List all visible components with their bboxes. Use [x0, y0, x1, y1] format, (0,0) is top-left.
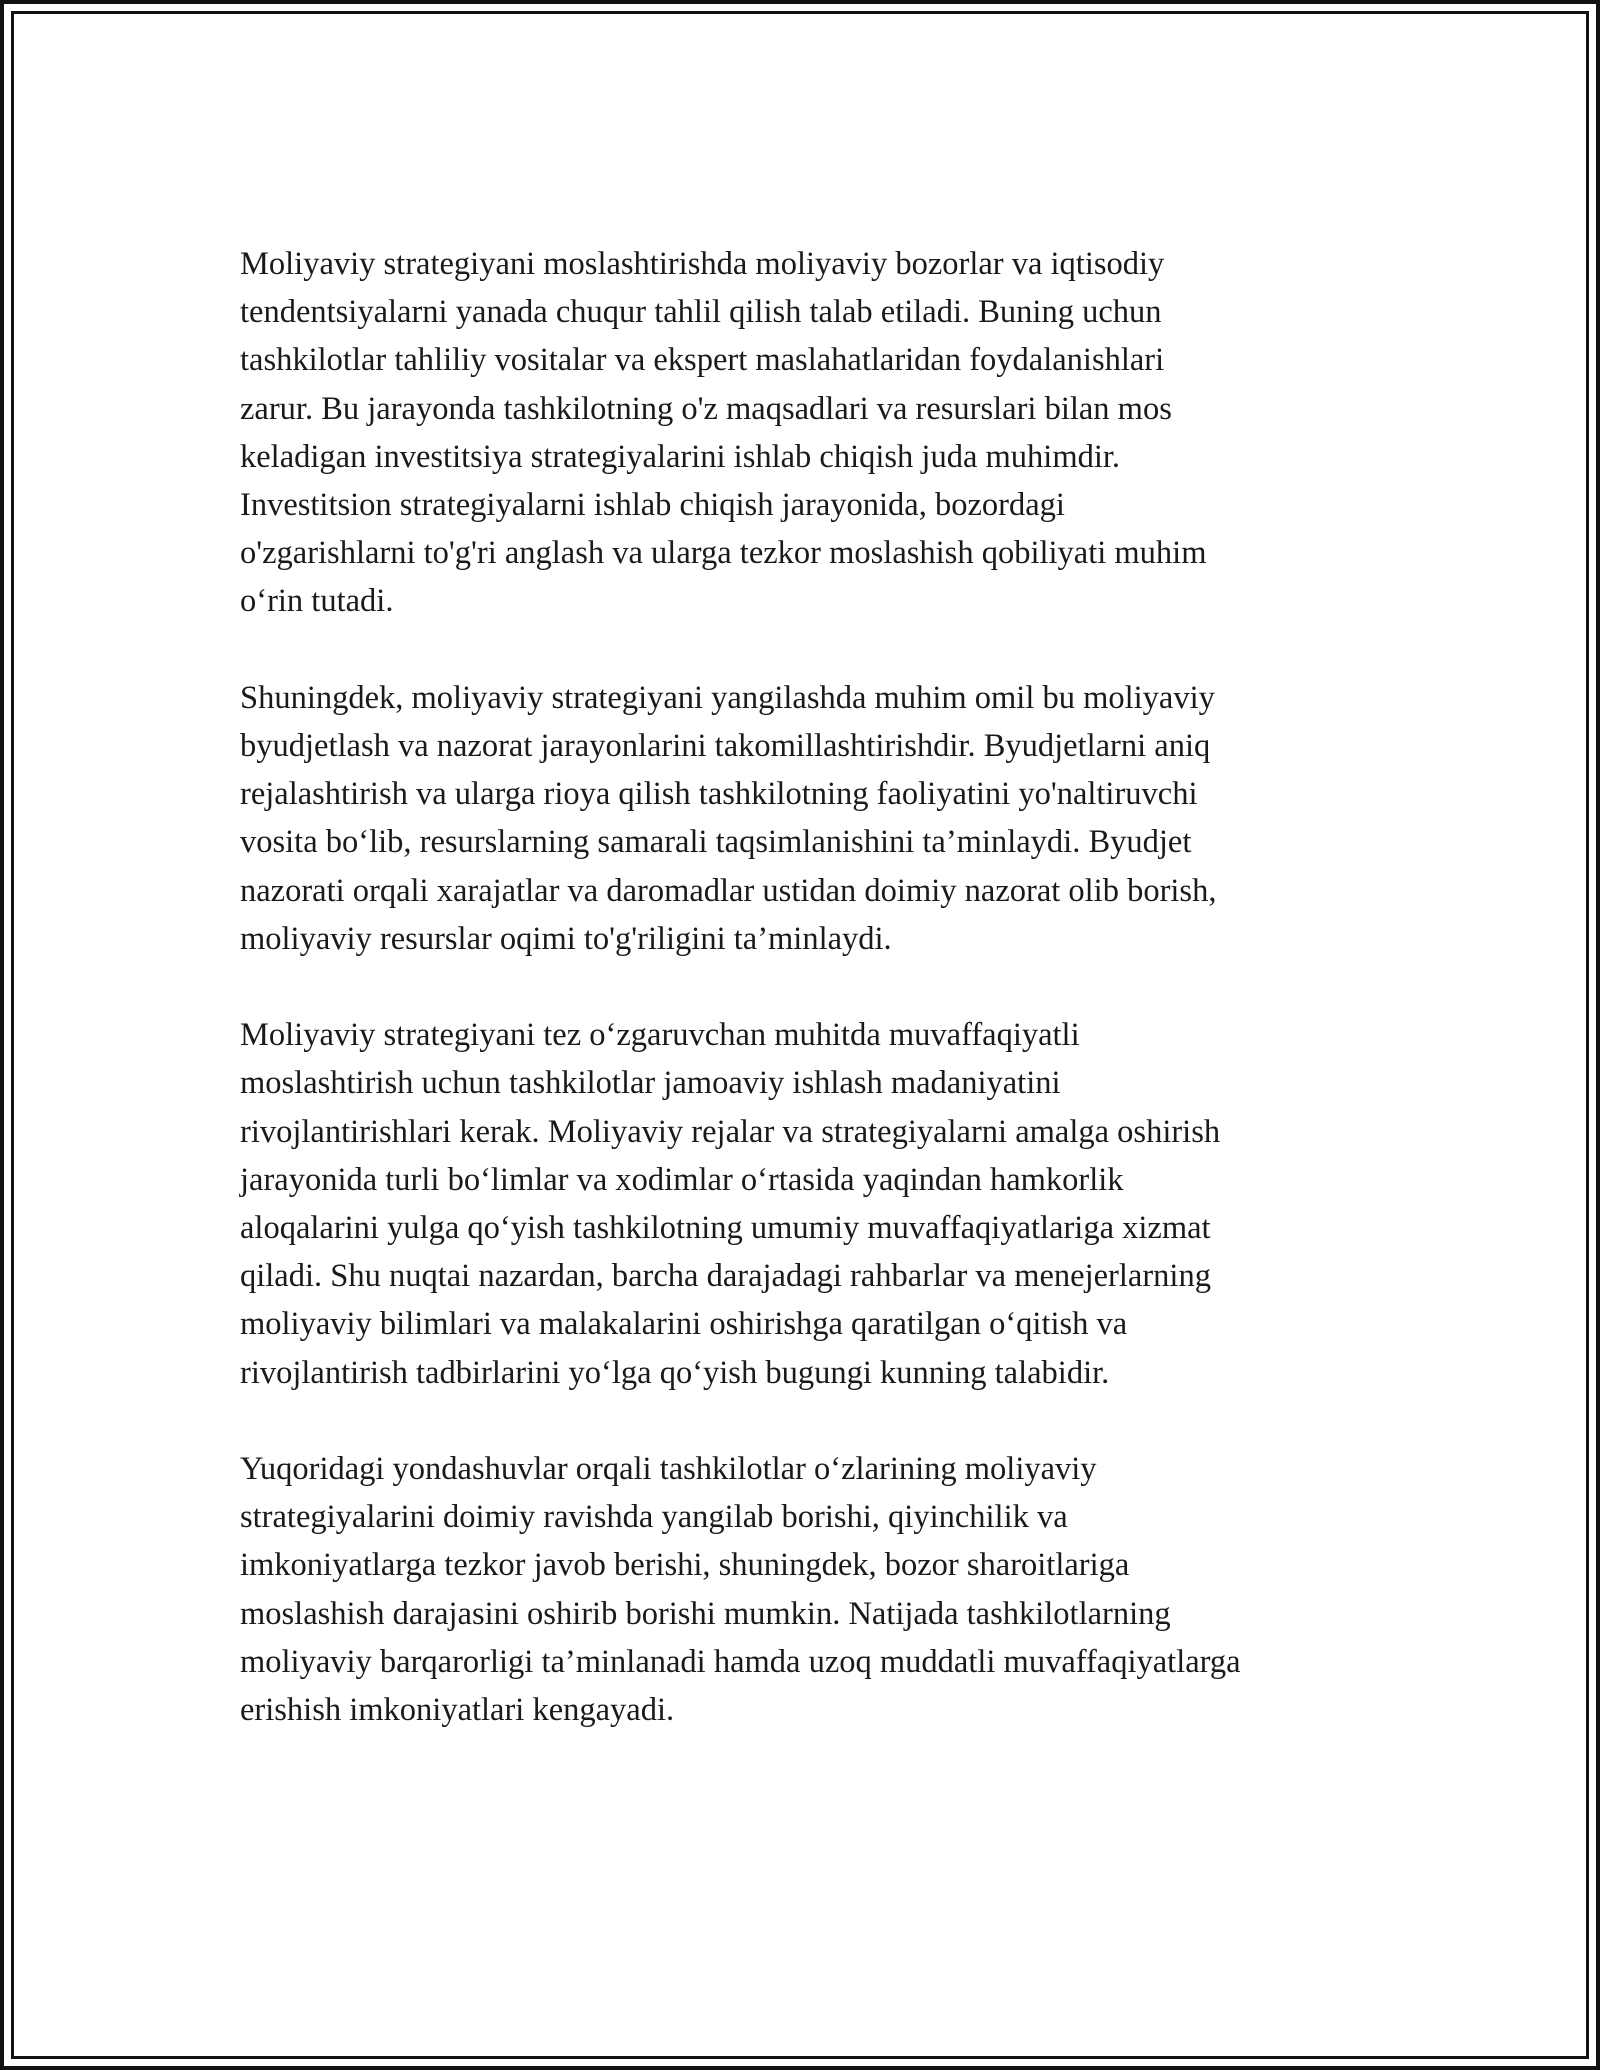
- text-line: Investitsion strategiyalarni ishlab chiqish jarayonida, bozordagi: [240, 487, 1065, 524]
- text-line: moliyaviy resurslar oqimi to'g'riligini ta’minlaydi.: [240, 920, 892, 957]
- text-line: qiladi. Shu nuqtai nazardan, barcha darajadagi rahbarlar va menejerlarning: [240, 1258, 1211, 1295]
- text-line: moliyaviy barqarorligi ta’minlanadi hamda uzoq muddatli muvaffaqiyatlarga: [240, 1643, 1241, 1680]
- text-line: imkoniyatlarga tezkor javob berishi, shuningdek, bozor sharoitlariga: [240, 1547, 1130, 1584]
- text-line: jarayonida turli bo‘limlar va xodimlar o‘rtasida yaqindan hamkorlik: [240, 1161, 1124, 1198]
- text-line: tendentsiyalarni yanada chuqur tahlil qilish talab etiladi. Buning uchun: [240, 294, 1162, 331]
- text-line: strategiyalarini doimiy ravishda yangilab borishi, qiyinchilik va: [240, 1499, 1068, 1536]
- text-line: Moliyaviy strategiyani tez o‘zgaruvchan muhitda muvaffaqiyatli: [240, 1017, 1080, 1054]
- paragraph-3: [240, 1011, 1380, 1397]
- text-line: vosita bo‘lib, resurslarning samarali taqsimlanishini ta’minlaydi. Byudjet: [240, 824, 1192, 861]
- text-line: tashkilotlar tahliliy vositalar va ekspert maslahatlaridan foydalanishlari: [240, 342, 1165, 379]
- text-line: rejalashtirish va ularga rioya qilish tashkilotning faoliyatini yo'naltiruvchi: [240, 776, 1198, 813]
- text-line: nazorati orqali xarajatlar va daromadlar ustidan doimiy nazorat olib borish,: [240, 872, 1217, 909]
- text-line: o‘rin tutadi.: [240, 583, 394, 620]
- text-line: moliyaviy bilimlari va malakalarini oshirishga qaratilgan o‘qitish va: [240, 1306, 1128, 1343]
- text-line: moslashish darajasini oshirib borishi mumkin. Natijada tashkilotlarning: [240, 1595, 1171, 1632]
- paragraph-1: [240, 240, 1380, 626]
- text-line: Moliyaviy strategiyani moslashtirishda moliyaviy bozorlar va iqtisodiy: [240, 246, 1165, 282]
- text-line: Shuningdek, moliyaviy strategiyani yangilashda muhim omil bu moliyaviy: [240, 679, 1215, 716]
- text-line: rivojlantirishlari kerak. Moliyaviy rejalar va strategiyalarni amalga oshirish: [240, 1113, 1221, 1150]
- text-line: o'zgarishlarni to'g'ri anglash va ularga tezkor moslashish qobiliyati muhim: [240, 535, 1207, 572]
- text-line: erishish imkoniyatlari kengayadi.: [240, 1692, 675, 1729]
- text-line: byudjetlash va nazorat jarayonlarini takomillashtirishdir. Byudjetlarni aniq: [240, 728, 1211, 765]
- paragraph-2: [240, 674, 1380, 963]
- text-line: moslashtirish uchun tashkilotlar jamoaviy ishlash madaniyatini: [240, 1065, 1061, 1102]
- text-line: keladigan investitsiya strategiyalarini ishlab chiqish juda muhimdir.: [240, 438, 1121, 475]
- text-line: rivojlantirish tadbirlarini yo‘lga qo‘yish bugungi kunning talabidir.: [240, 1354, 1110, 1391]
- text-line: aloqalarini yulga qo‘yish tashkilotning umumiy muvaffaqiyatlariga xizmat: [240, 1210, 1211, 1247]
- text-line: Yuqoridagi yondashuvlar orqali tashkilotlar o‘zlarining moliyaviy: [240, 1451, 1097, 1488]
- text-line: zarur. Bu jarayonda tashkilotning o'z maqsadlari va resurslari bilan mos: [240, 390, 1172, 427]
- document-body: [240, 240, 1380, 1782]
- paragraph-4: [240, 1445, 1380, 1734]
